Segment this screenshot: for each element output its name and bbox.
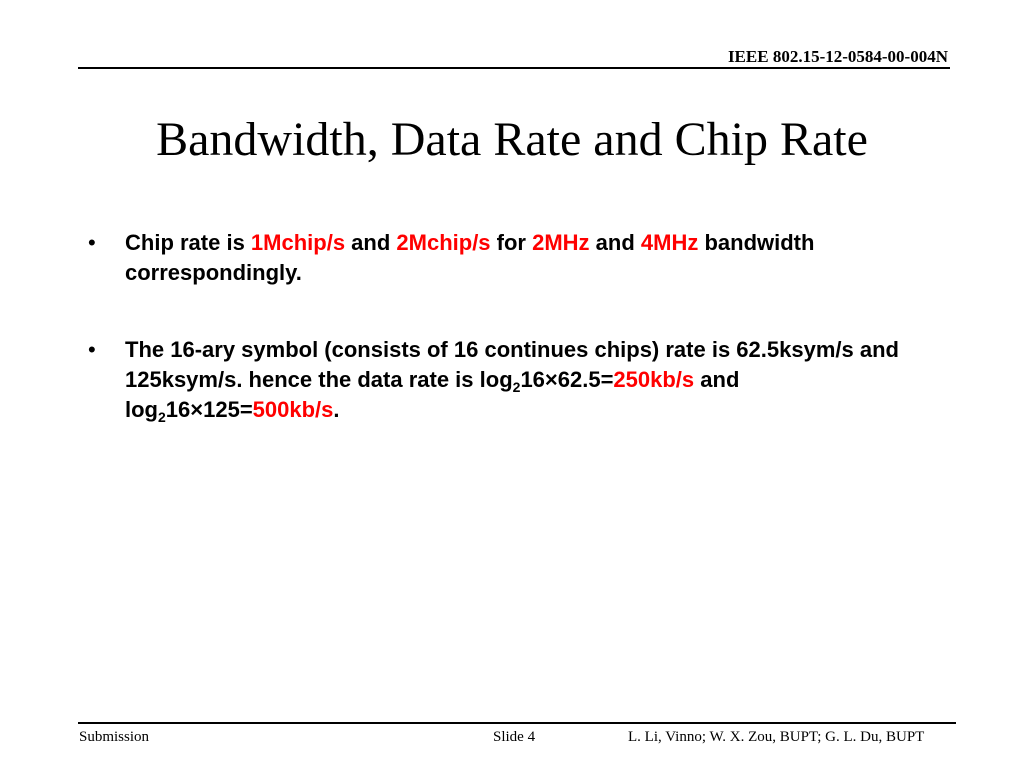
text-segment: Chip rate is: [125, 230, 251, 255]
highlight-value: 250kb/s: [613, 367, 695, 392]
bullet-text: [125, 230, 814, 285]
footer-submission: Submission: [79, 729, 150, 745]
highlight-value: 500kb/s: [252, 397, 334, 422]
text-segment: and log: [125, 367, 740, 422]
document-id: IEEE 802.15-12-0584-00-004N: [727, 47, 948, 66]
text-segment: 16×62.5=: [520, 367, 614, 392]
text-segment: .: [333, 397, 340, 422]
text-segment: and: [589, 230, 641, 255]
highlight-value: 4MHz: [640, 230, 699, 255]
subscript: 2: [512, 379, 521, 395]
bullet-item: [88, 335, 948, 425]
bullet-marker: •: [88, 230, 96, 255]
text-segment: log: [479, 367, 513, 392]
text-segment: and: [345, 230, 397, 255]
footer-authors: L. Li, Vinno; W. X. Zou, BUPT; G. L. Du, BUPT: [628, 729, 925, 745]
footer-rule: [78, 722, 956, 724]
header-rule: [78, 67, 950, 69]
text-segment: 16×125=: [165, 397, 253, 422]
bullet-text: [125, 337, 899, 425]
highlight-value: 2Mchip/s: [396, 230, 491, 255]
text-segment: The 16-ary symbol (consists of 16 continues chips) rate is 62.5ksym/s and 125ksym/s. hence the data rate is: [125, 337, 899, 392]
footer-slide-number: Slide 4: [493, 729, 536, 745]
text-segment: for: [490, 230, 533, 255]
bullet-item: [88, 228, 948, 288]
slide-title: Bandwidth, Data Rate and Chip Rate: [156, 113, 868, 166]
highlight-value: 2MHz: [532, 230, 590, 255]
bullet-marker: •: [88, 337, 96, 362]
highlight-value: 1Mchip/s: [250, 230, 346, 255]
subscript: 2: [158, 409, 166, 425]
text-segment: bandwidth correspondingly.: [125, 230, 815, 285]
slide-body: [88, 228, 948, 472]
